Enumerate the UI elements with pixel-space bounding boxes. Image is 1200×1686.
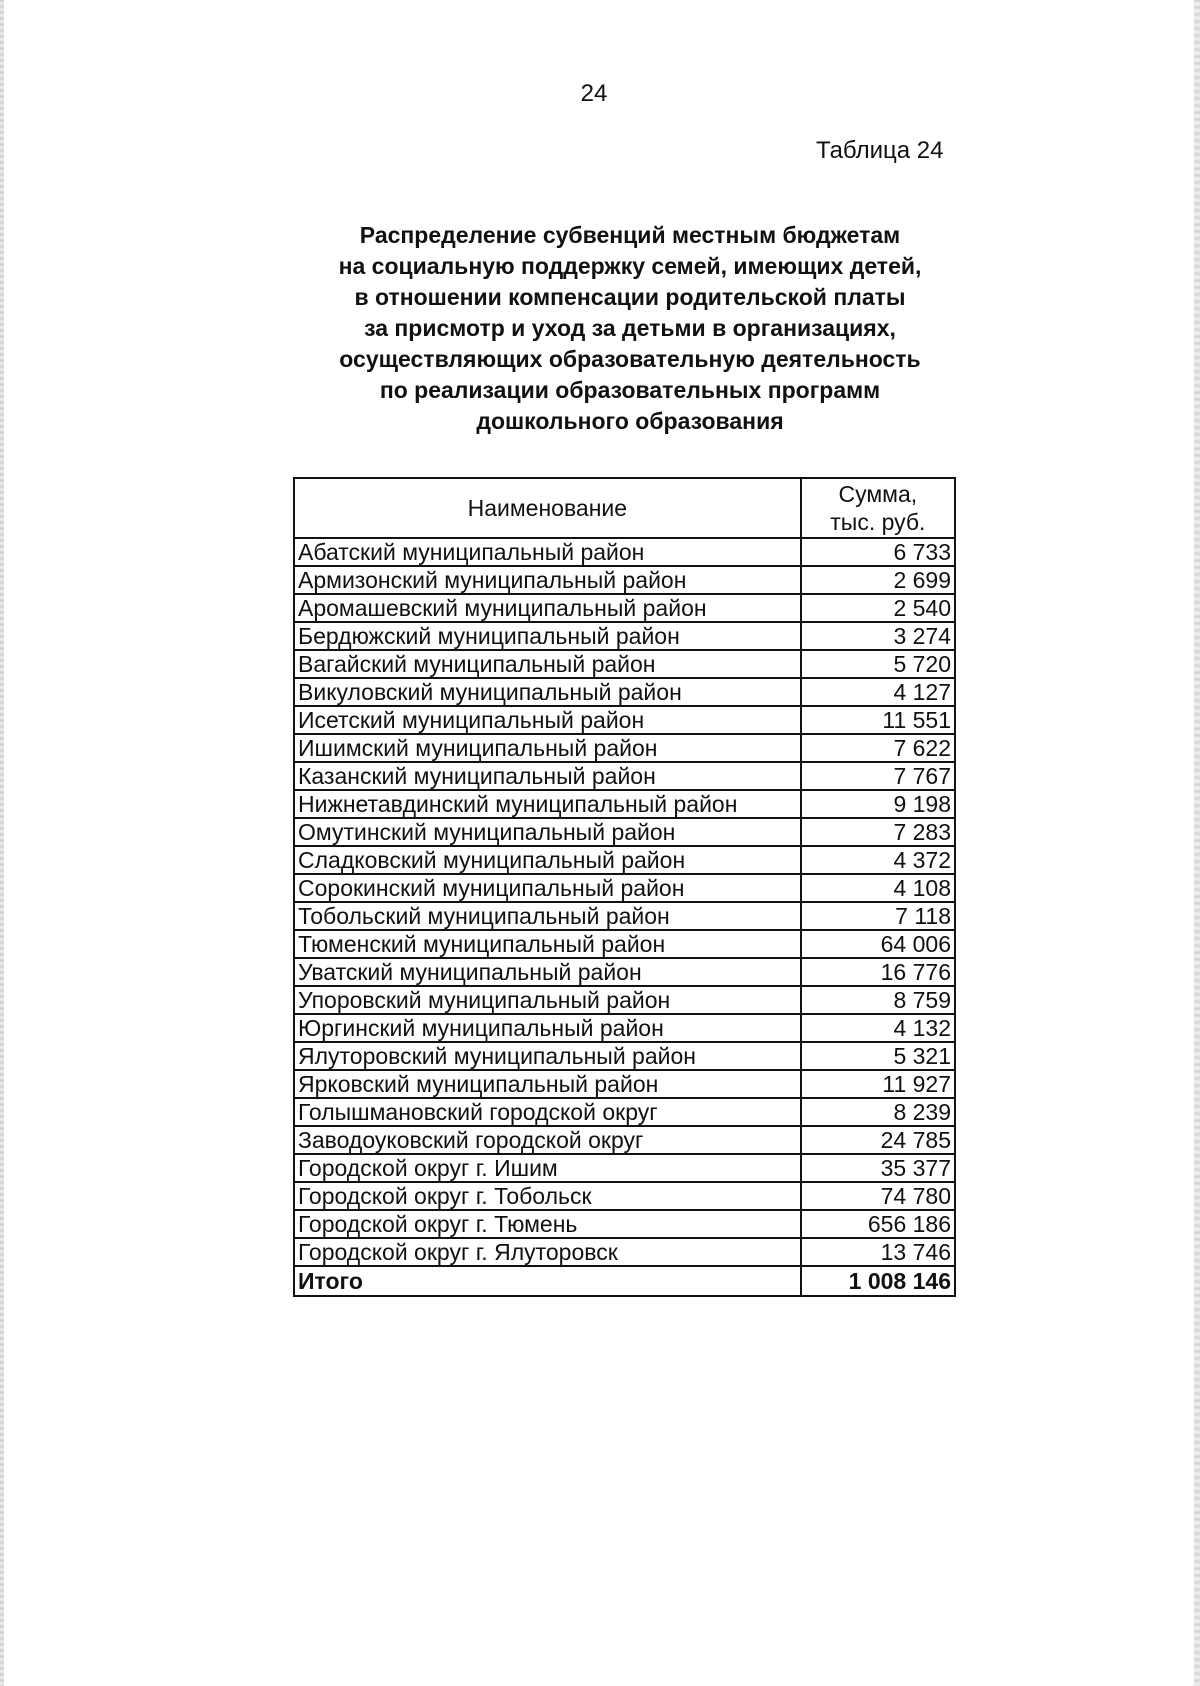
row-sum: 9 198 [801,790,955,818]
table-row [294,958,955,986]
row-name: Тобольский муниципальный район [294,902,801,930]
table-row [294,566,955,594]
table-row [294,874,955,902]
row-name: Ишимский муниципальный район [294,734,801,762]
row-sum: 11 551 [801,706,955,734]
header-sum-line2: тыс. руб. [830,509,926,535]
title-line: осуществляющих образовательную деятельность [339,346,921,372]
scan-edge-left [0,0,4,1686]
table-row [294,762,955,790]
row-name: Заводоуковский городской округ [294,1126,801,1154]
title-line: на социальную поддержку семей, имеющих детей, [338,253,922,279]
row-name: Сладковский муниципальный район [294,846,801,874]
row-sum: 8 239 [801,1098,955,1126]
table-header-row [294,478,955,538]
document-title [260,220,1000,437]
subvention-table [293,477,956,1297]
row-sum: 13 746 [801,1238,955,1266]
row-name: Упоровский муниципальный район [294,986,801,1014]
row-sum: 6 733 [801,538,955,566]
row-name: Нижнетавдинский муниципальный район [294,790,801,818]
table-row [294,1182,955,1210]
title-line: за присмотр и уход за детьми в организациях, [364,315,896,341]
table-row [294,1070,955,1098]
row-sum: 5 321 [801,1042,955,1070]
table-row [294,1238,955,1266]
row-name: Городской округ г. Ишим [294,1154,801,1182]
header-name: Наименование [294,478,801,538]
row-name: Абатский муниципальный район [294,538,801,566]
row-name: Казанский муниципальный район [294,762,801,790]
row-sum: 4 127 [801,678,955,706]
page-number: 24 [580,80,608,107]
table-row [294,846,955,874]
row-sum: 2 699 [801,566,955,594]
table-row [294,1210,955,1238]
row-sum: 74 780 [801,1182,955,1210]
table-row [294,1042,955,1070]
row-sum: 7 118 [801,902,955,930]
row-name: Армизонский муниципальный район [294,566,801,594]
table-row [294,538,955,566]
row-name: Городской округ г. Ялуторовск [294,1238,801,1266]
row-name: Уватский муниципальный район [294,958,801,986]
row-sum: 7 283 [801,818,955,846]
row-name: Сорокинский муниципальный район [294,874,801,902]
table-row [294,930,955,958]
row-name: Исетский муниципальный район [294,706,801,734]
row-name: Викуловский муниципальный район [294,678,801,706]
scan-edge-right [1194,0,1200,1686]
title-line: Распределение субвенций местным бюджетам [359,222,901,248]
title-line: по реализации образовательных программ [379,377,881,403]
row-name: Бердюжский муниципальный район [294,622,801,650]
row-sum: 35 377 [801,1154,955,1182]
header-sum [801,478,955,538]
total-row [294,1266,955,1296]
table-row [294,1126,955,1154]
row-sum: 64 006 [801,930,955,958]
row-name: Ярковский муниципальный район [294,1070,801,1098]
table-row [294,678,955,706]
table-row [294,1014,955,1042]
table-row [294,1154,955,1182]
row-sum: 4 132 [801,1014,955,1042]
row-sum: 16 776 [801,958,955,986]
row-name: Голышмановский городской округ [294,1098,801,1126]
table-label: Таблица 24 [816,137,944,164]
header-sum-line1: Сумма, [838,481,918,507]
table-row [294,986,955,1014]
row-name: Городской округ г. Тобольск [294,1182,801,1210]
row-sum: 3 274 [801,622,955,650]
row-name: Тюменский муниципальный район [294,930,801,958]
table-row [294,734,955,762]
row-sum: 656 186 [801,1210,955,1238]
table-row [294,706,955,734]
table-row [294,622,955,650]
row-sum: 2 540 [801,594,955,622]
total-sum: 1 008 146 [801,1266,955,1296]
table-row [294,1098,955,1126]
row-name: Омутинский муниципальный район [294,818,801,846]
title-line: в отношении компенсации родительской платы [354,284,906,310]
row-sum: 8 759 [801,986,955,1014]
row-name: Городской округ г. Тюмень [294,1210,801,1238]
table-row [294,790,955,818]
table-row [294,594,955,622]
row-sum: 4 108 [801,874,955,902]
row-sum: 4 372 [801,846,955,874]
row-sum: 5 720 [801,650,955,678]
title-line: дошкольного образования [476,408,784,434]
row-name: Аромашевский муниципальный район [294,594,801,622]
table-row [294,818,955,846]
row-sum: 7 622 [801,734,955,762]
table-body [294,538,955,1296]
row-sum: 7 767 [801,762,955,790]
row-name: Юргинский муниципальный район [294,1014,801,1042]
table-row [294,650,955,678]
row-sum: 24 785 [801,1126,955,1154]
row-name: Ялуторовский муниципальный район [294,1042,801,1070]
total-label: Итого [294,1266,801,1296]
row-name: Вагайский муниципальный район [294,650,801,678]
table-row [294,902,955,930]
row-sum: 11 927 [801,1070,955,1098]
